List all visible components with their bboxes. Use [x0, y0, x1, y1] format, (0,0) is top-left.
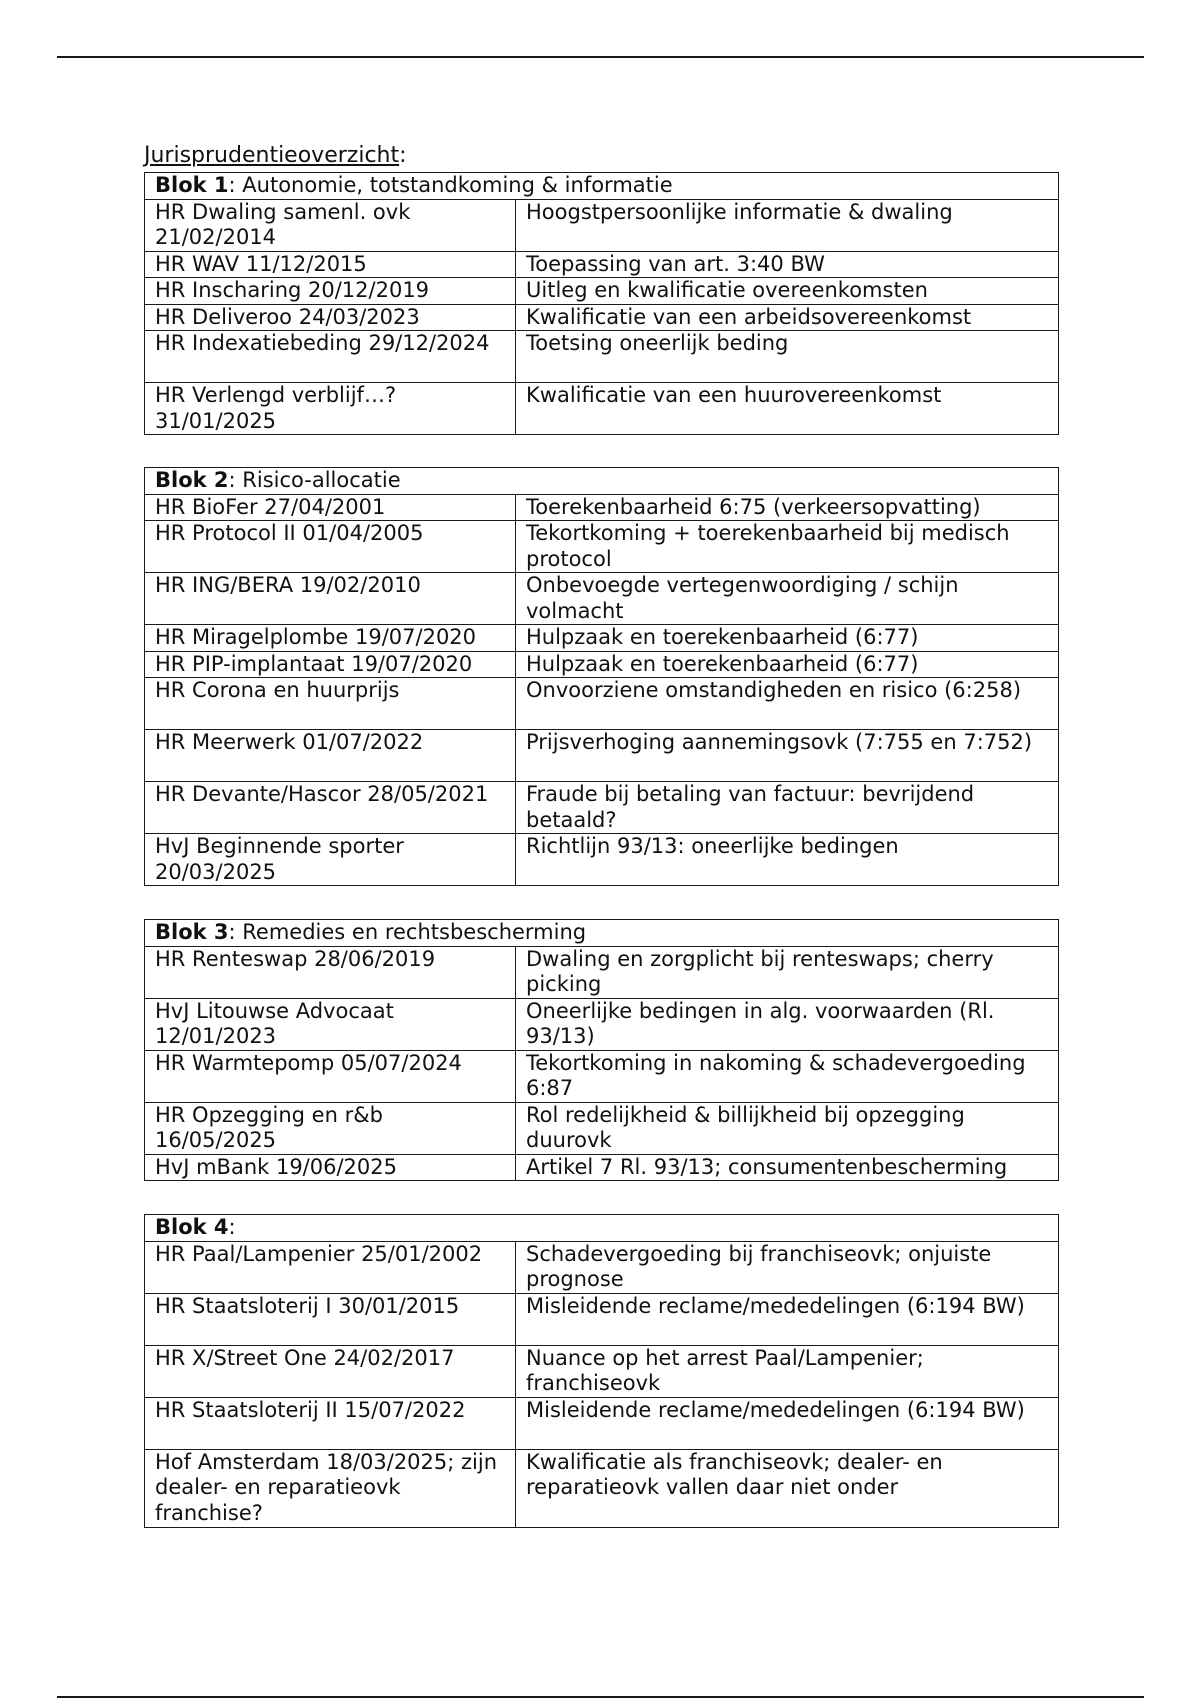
table-row [145, 782, 1059, 834]
table-row [145, 730, 1059, 782]
topic-cell: Toepassing van art. 3:40 BW [516, 251, 1059, 278]
case-cell: HR Dwaling samenl. ovk 21/02/2014 [145, 199, 516, 251]
case-cell: Hof Amsterdam 18/03/2025; zijn dealer- en reparatieovk franchise? [145, 1449, 516, 1527]
page-title-text: Jurisprudentieoverzicht [144, 143, 400, 168]
case-cell: HR Paal/Lampenier 25/01/2002 [145, 1241, 516, 1293]
topic-cell: Rol redelijkheid & billijkheid bij opzegging duurovk [516, 1102, 1059, 1154]
table-row [145, 1293, 1059, 1345]
topic-cell: Schadevergoeding bij franchiseovk; onjuiste prognose [516, 1241, 1059, 1293]
blok-label: Blok 4 [155, 1215, 229, 1239]
blok-header [145, 1215, 1059, 1242]
topic-cell: Hulpzaak en toerekenbaarheid (6:77) [516, 651, 1059, 678]
case-cell: HR Warmtepomp 05/07/2024 [145, 1050, 516, 1102]
table-row [145, 1154, 1059, 1181]
case-cell: HR Verlengd verblijf…? 31/01/2025 [145, 383, 516, 435]
footer-rule [57, 1696, 1144, 1698]
case-cell: HvJ Beginnende sporter 20/03/2025 [145, 834, 516, 886]
topic-cell: Onbevoegde vertegenwoordiging / schijn volmacht [516, 573, 1059, 625]
blok-header [145, 173, 1059, 200]
table-row [145, 1050, 1059, 1102]
blok-label: Blok 3 [155, 920, 229, 944]
topic-cell: Nuance op het arrest Paal/Lampenier; franchiseovk [516, 1345, 1059, 1397]
topic-cell: Prijsverhoging aannemingsovk (7:755 en 7:752) [516, 730, 1059, 782]
blok-subtitle: : [228, 1215, 236, 1239]
table-row [145, 383, 1059, 435]
blok-label: Blok 2 [155, 468, 229, 492]
case-cell: HR Opzegging en r&b 16/05/2025 [145, 1102, 516, 1154]
topic-cell: Kwalificatie van een huurovereenkomst [516, 383, 1059, 435]
topic-cell: Dwaling en zorgplicht bij renteswaps; cherry picking [516, 946, 1059, 998]
topic-cell: Hoogstpersoonlijke informatie & dwaling [516, 199, 1059, 251]
case-cell: HR Protocol II 01/04/2005 [145, 521, 516, 573]
table-row [145, 1102, 1059, 1154]
case-cell: HR X/Street One 24/02/2017 [145, 1345, 516, 1397]
table-row [145, 1397, 1059, 1449]
case-cell: HR BioFer 27/04/2001 [145, 494, 516, 521]
case-cell: HR Staatsloterij I 30/01/2015 [145, 1293, 516, 1345]
case-cell: HR Indexatiebeding 29/12/2024 [145, 331, 516, 383]
table-row [145, 678, 1059, 730]
case-cell: HvJ Litouwse Advocaat 12/01/2023 [145, 998, 516, 1050]
case-cell: HR Miragelplombe 19/07/2020 [145, 625, 516, 652]
topic-cell: Tekortkoming + toerekenbaarheid bij medisch protocol [516, 521, 1059, 573]
table-row [145, 834, 1059, 886]
case-cell: HR Corona en huurprijs [145, 678, 516, 730]
blok-header [145, 468, 1059, 495]
blok-subtitle: : Remedies en rechtsbescherming [228, 920, 587, 944]
case-cell: HR Staatsloterij II 15/07/2022 [145, 1397, 516, 1449]
topic-cell: Toetsing oneerlijk beding [516, 331, 1059, 383]
blok-header [145, 920, 1059, 947]
case-cell: HR ING/BERA 19/02/2010 [145, 573, 516, 625]
case-cell: HR WAV 11/12/2015 [145, 251, 516, 278]
table-row [145, 251, 1059, 278]
topic-cell: Hulpzaak en toerekenbaarheid (6:77) [516, 625, 1059, 652]
table-row [145, 1345, 1059, 1397]
table-row [145, 494, 1059, 521]
case-cell: HvJ mBank 19/06/2025 [145, 1154, 516, 1181]
topic-cell: Fraude bij betaling van factuur: bevrijdend betaald? [516, 782, 1059, 834]
table-row [145, 1449, 1059, 1527]
topic-cell: Toerekenbaarheid 6:75 (verkeersopvatting) [516, 494, 1059, 521]
blok-3-table [144, 919, 1059, 1181]
topic-cell: Tekortkoming in nakoming & schadevergoeding 6:87 [516, 1050, 1059, 1102]
blok-2-table [144, 467, 1059, 886]
case-cell: HR Meerwerk 01/07/2022 [145, 730, 516, 782]
topic-cell: Misleidende reclame/mededelingen (6:194 BW) [516, 1293, 1059, 1345]
topic-cell: Uitleg en kwalificatie overeenkomsten [516, 278, 1059, 305]
table-row [145, 278, 1059, 305]
blok-4-table [144, 1214, 1059, 1528]
topic-cell: Misleidende reclame/mededelingen (6:194 BW) [516, 1397, 1059, 1449]
table-row [145, 998, 1059, 1050]
header-rule [57, 56, 1144, 58]
page-title-colon: : [399, 143, 407, 168]
blok-1-table [144, 172, 1059, 435]
table-row [145, 1241, 1059, 1293]
table-row [145, 304, 1059, 331]
topic-cell: Onvoorziene omstandigheden en risico (6:258) [516, 678, 1059, 730]
topic-cell: Artikel 7 Rl. 93/13; consumentenbescherming [516, 1154, 1059, 1181]
case-cell: HR Deliveroo 24/03/2023 [145, 304, 516, 331]
topic-cell: Richtlijn 93/13: oneerlijke bedingen [516, 834, 1059, 886]
topic-cell: Kwalificatie van een arbeidsovereenkomst [516, 304, 1059, 331]
case-cell: HR Inscharing 20/12/2019 [145, 278, 516, 305]
table-row [145, 946, 1059, 998]
table-row [145, 199, 1059, 251]
case-cell: HR Devante/Hascor 28/05/2021 [145, 782, 516, 834]
table-row [145, 651, 1059, 678]
blok-subtitle: : Autonomie, totstandkoming & informatie [228, 173, 673, 197]
table-row [145, 521, 1059, 573]
topic-cell: Oneerlijke bedingen in alg. voorwaarden (Rl. 93/13) [516, 998, 1059, 1050]
blok-subtitle: : Risico-allocatie [228, 468, 401, 492]
blok-label: Blok 1 [155, 173, 229, 197]
case-cell: HR PIP-implantaat 19/07/2020 [145, 651, 516, 678]
case-cell: HR Renteswap 28/06/2019 [145, 946, 516, 998]
page-title [144, 143, 407, 169]
topic-cell: Kwalificatie als franchiseovk; dealer- en reparatieovk vallen daar niet onder [516, 1449, 1059, 1527]
table-row [145, 625, 1059, 652]
table-row [145, 331, 1059, 383]
table-row [145, 573, 1059, 625]
